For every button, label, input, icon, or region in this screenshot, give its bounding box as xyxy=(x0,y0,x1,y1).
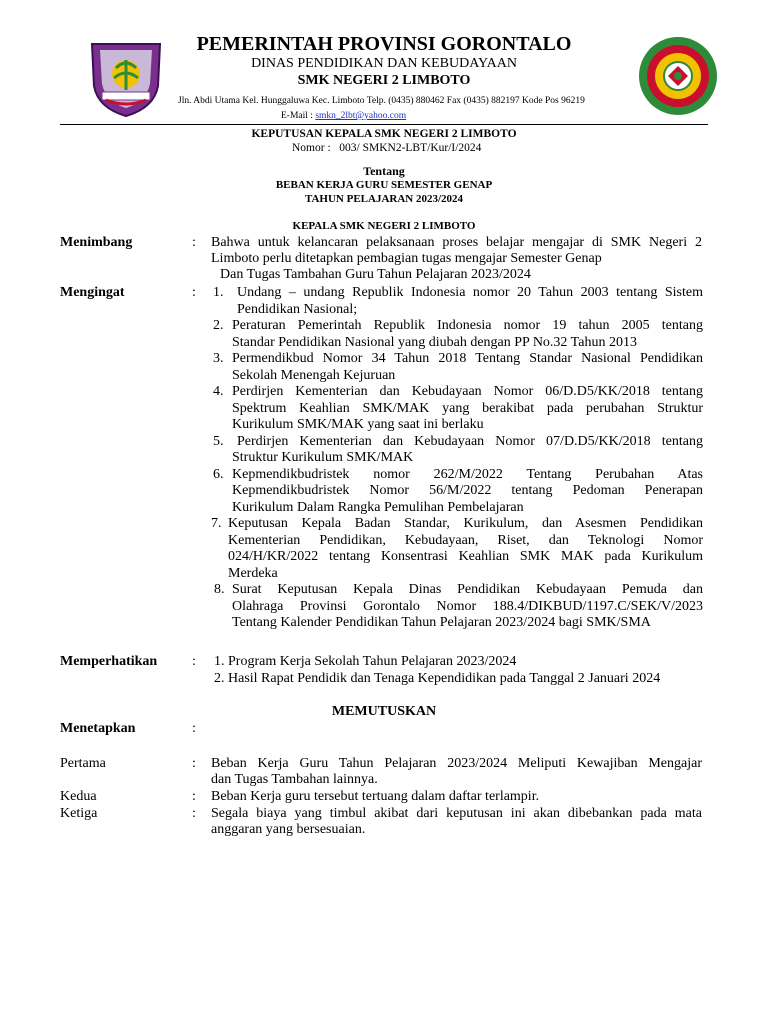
mengingat-colon: : xyxy=(192,285,196,300)
memperhatikan-item-2: 2. Hasil Rapat Pendidik dan Tenaga Kependidikan pada Tanggal 2 Januari 2024 xyxy=(214,671,661,686)
mengingat-item-number: 5. xyxy=(213,433,224,449)
ketiga-line-1: Segala biaya yang timbul akibat dari keputusan ini akan dibebankan pada mata xyxy=(211,806,702,821)
mengingat-item-line: Keputusan Kepala Badan Standar, Kurikulum, dan Asesmen Pendidikan xyxy=(228,516,703,531)
decree-title: KEPUTUSAN KEPALA SMK NEGERI 2 LIMBOTO xyxy=(251,128,517,140)
mengingat-item-line: Sekolah Menengah Kejuruan xyxy=(232,367,396,383)
decree-number xyxy=(292,142,481,154)
mengingat-item-line: Kurikulum SMK/MAK yang saat ini berlaku xyxy=(232,417,484,432)
mengingat-item-line: 024/H/KR/2022 tentang Konsentrasi Keahlian SMK MAK pada Kurikulum xyxy=(228,549,703,564)
pertama-label: Pertama xyxy=(60,756,106,771)
mengingat-item-line: Permendikbud Nomor 34 Tahun 2018 Tentang Standar Nasional Pendidikan xyxy=(232,351,703,366)
header-school: SMK NEGERI 2 LIMBOTO xyxy=(297,73,471,88)
header-email xyxy=(281,111,406,121)
kedua-line-1: Beban Kerja guru tersebut tertuang dalam daftar terlampir. xyxy=(211,789,540,804)
mengingat-item-line: Merdeka xyxy=(228,565,278,581)
menetapkan-label: Menetapkan xyxy=(60,721,136,736)
header-title: PEMERINTAH PROVINSI GORONTALO xyxy=(196,33,572,55)
menimbang-colon: : xyxy=(192,235,196,250)
menimbang-line-1: Bahwa untuk kelancaran pelaksanaan proses belajar mengajar di SMK Negeri 2 xyxy=(211,235,702,250)
mengingat-item-line: Tentang Kalender Pendidikan Tahun Pelajaran 2023/2024 bagi SMK/SMA xyxy=(232,615,651,630)
mengingat-item-line: Surat Keputusan Kepala Dinas Pendidikan Kebudayaan Pemuda dan xyxy=(232,582,703,597)
mengingat-item-line: Perdirjen Kementerian dan Kebudayaan Nomor 06/D.D5/KK/2018 tentang xyxy=(232,384,703,399)
ketiga-colon: : xyxy=(192,806,196,821)
pertama-line-1: Beban Kerja Guru Tahun Pelajaran 2023/2024 Meliputi Kewajiban Mengajar xyxy=(211,756,702,771)
mengingat-item-number: 6. xyxy=(213,466,224,482)
mengingat-item-line: Olahraga Provinsi Gorontalo Nomor 188.4/DIKBUD/1197.C/SEK/V/2023 xyxy=(232,598,703,614)
mengingat-item-line: Undang – undang Republik Indonesia nomor 20 Tahun 2003 tentang Sistem xyxy=(237,285,703,300)
mengingat-item-number: 8. xyxy=(214,582,225,597)
memperhatikan-label: Memperhatikan xyxy=(60,654,158,669)
mengingat-item-number: 3. xyxy=(213,351,224,366)
header-address: Jln. Abdi Utama Kel. Hunggaluwa Kec. Limboto Telp. (0435) 880462 Fax (0435) 882197 Kode Pos 96219 xyxy=(178,96,585,106)
mengingat-item-line: Perdirjen Kementerian dan Kebudayaan Nomor 07/D.D5/KK/2018 tentang xyxy=(237,433,703,449)
menimbang-label: Menimbang xyxy=(60,235,133,250)
mengingat-label: Mengingat xyxy=(60,285,125,300)
decree-kepala: KEPALA SMK NEGERI 2 LIMBOTO xyxy=(292,220,476,232)
memperhatikan-colon: : xyxy=(192,654,196,669)
decree-number-label: Nomor : xyxy=(292,142,331,154)
mengingat-item-number: 1. xyxy=(213,285,224,300)
memutuskan-heading: MEMUTUSKAN xyxy=(331,704,437,719)
mengingat-item-number: 7. xyxy=(211,516,222,531)
kedua-colon: : xyxy=(192,789,196,804)
mengingat-item-line: Peraturan Pemerintah Republik Indonesia nomor 19 tahun 2005 tentang xyxy=(232,318,703,333)
ketiga-label: Ketiga xyxy=(60,806,98,821)
ketiga-line-2: anggaran yang bersesuaian. xyxy=(211,822,366,837)
mengingat-item-line: Standar Pendidikan Nasional yang diubah dengan PP No.32 Tahun 2013 xyxy=(232,334,637,350)
menimbang-line-3: Dan Tugas Tambahan Guru Tahun Pelajaran 2023/2024 xyxy=(220,267,531,282)
mengingat-item-line: Kepmendikbudristek nomor 262/M/2022 Tentang Perubahan Atas xyxy=(232,466,703,482)
decree-subject-2: TAHUN PELAJARAN 2023/2024 xyxy=(304,193,464,205)
mengingat-item-line: Spektrum Keahlian SMK/MAK yang berakibat pada perubahan Struktur xyxy=(232,400,703,416)
mengingat-item-number: 4. xyxy=(213,384,224,399)
mengingat-item-line: Kepmendikbudristek Nomor 56/M/2022 tentang Pedoman Penerapan xyxy=(232,483,703,498)
mengingat-item-line: Kurikulum Dalam Rangka Pemulihan Pembelajaran xyxy=(232,499,524,515)
mengingat-item-line: Pendidikan Nasional; xyxy=(237,301,358,317)
decree-tentang: Tentang xyxy=(363,164,405,178)
mengingat-item-line: Kementerian Pendidikan, Kebudayaan, Riset, dan Teknologi Nomor xyxy=(228,532,703,548)
menimbang-line-2: Limboto perlu ditetapkan pembagian tugas mengajar Semester Genap xyxy=(211,251,602,266)
decree-number-value: 003/ SMKN2-LBT/Kur/I/2024 xyxy=(339,142,482,154)
pertama-colon: : xyxy=(192,756,196,771)
decree-subject-1: BEBAN KERJA GURU SEMESTER GENAP xyxy=(275,179,493,191)
mengingat-item-line: Struktur Kurikulum SMK/MAK xyxy=(232,450,414,465)
header-divider xyxy=(60,124,708,125)
header-dept: DINAS PENDIDIKAN DAN KEBUDAYAAN xyxy=(251,56,517,71)
kedua-label: Kedua xyxy=(60,789,97,804)
email-label: E-Mail : xyxy=(281,111,316,121)
pertama-line-2: dan Tugas Tambahan lainnya. xyxy=(211,772,378,787)
email-link[interactable]: smkn_2lbt@yahoo.com xyxy=(315,111,407,121)
mengingat-item-number: 2. xyxy=(213,318,224,333)
menetapkan-colon: : xyxy=(192,721,196,736)
memperhatikan-item-1: 1. Program Kerja Sekolah Tahun Pelajaran 2023/2024 xyxy=(214,654,517,669)
